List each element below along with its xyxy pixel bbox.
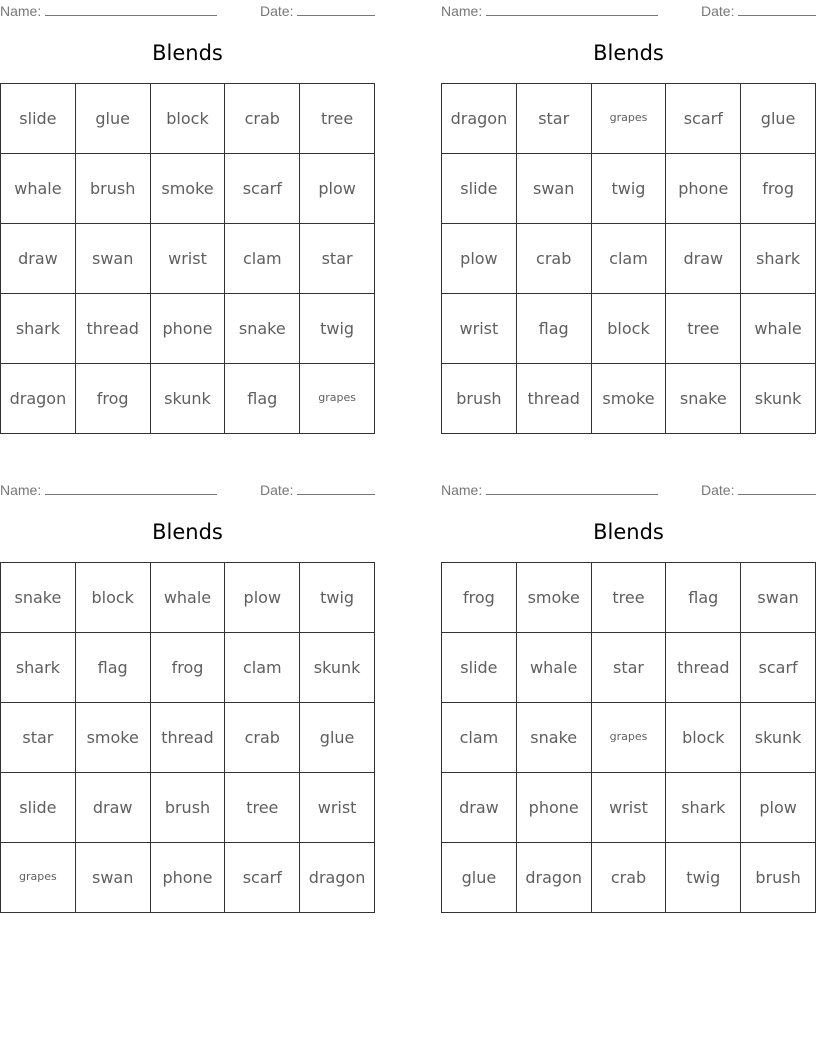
grid-cell: glue <box>300 703 375 773</box>
date-label: Date: <box>260 482 294 498</box>
grid-cell: clam <box>225 633 300 703</box>
grid-cell: snake <box>1 563 76 633</box>
grid-cell: grapes <box>1 843 76 913</box>
grid-cell: clam <box>592 224 667 294</box>
grid-cell: glue <box>741 84 816 154</box>
name-field <box>0 3 217 19</box>
name-line <box>45 482 217 495</box>
word-grid <box>0 83 375 434</box>
grid-cell: glue <box>76 84 151 154</box>
name-line <box>486 482 658 495</box>
grid-cell: wrist <box>151 224 226 294</box>
name-field <box>441 3 658 19</box>
grid-cell: whale <box>1 154 76 224</box>
grid-cell: phone <box>517 773 592 843</box>
bingo-card-1 <box>0 0 375 440</box>
grid-cell: swan <box>76 843 151 913</box>
grid-cell: skunk <box>741 364 816 434</box>
grid-cell: scarf <box>225 843 300 913</box>
header-fields <box>0 482 375 500</box>
date-field <box>701 3 816 19</box>
name-label: Name: <box>441 3 483 19</box>
date-line <box>297 3 375 16</box>
card-title: Blends <box>152 41 223 65</box>
card-title: Blends <box>593 41 664 65</box>
grid-cell: brush <box>442 364 517 434</box>
grid-cell: snake <box>517 703 592 773</box>
grid-cell: snake <box>666 364 741 434</box>
grid-cell: slide <box>1 84 76 154</box>
grid-cell: plow <box>225 563 300 633</box>
grid-cell: shark <box>666 773 741 843</box>
grid-cell: draw <box>442 773 517 843</box>
grid-cell: brush <box>151 773 226 843</box>
bingo-card-3 <box>0 479 375 919</box>
grid-cell: flag <box>517 294 592 364</box>
grid-cell: thread <box>76 294 151 364</box>
grid-cell: brush <box>741 843 816 913</box>
grid-cell: block <box>666 703 741 773</box>
grid-cell: tree <box>592 563 667 633</box>
grid-cell: grapes <box>300 364 375 434</box>
grid-cell: plow <box>300 154 375 224</box>
grid-cell: slide <box>1 773 76 843</box>
bingo-card-4 <box>441 479 816 919</box>
grid-cell: phone <box>666 154 741 224</box>
header-fields <box>441 482 816 500</box>
grid-cell: wrist <box>300 773 375 843</box>
name-label: Name: <box>441 482 483 498</box>
grid-cell: twig <box>592 154 667 224</box>
grid-cell: flag <box>666 563 741 633</box>
word-grid <box>441 83 816 434</box>
word-grid <box>0 562 375 913</box>
grid-cell: tree <box>225 773 300 843</box>
grid-cell: grapes <box>592 84 667 154</box>
name-field <box>0 482 217 498</box>
date-field <box>701 482 816 498</box>
grid-cell: slide <box>442 154 517 224</box>
grid-cell: scarf <box>741 633 816 703</box>
grid-cell: block <box>151 84 226 154</box>
grid-cell: dragon <box>442 84 517 154</box>
header-fields <box>0 3 375 21</box>
grid-cell: wrist <box>592 773 667 843</box>
grid-cell: crab <box>225 703 300 773</box>
grid-cell: smoke <box>151 154 226 224</box>
card-title: Blends <box>593 520 664 544</box>
grid-cell: block <box>76 563 151 633</box>
grid-cell: whale <box>517 633 592 703</box>
grid-cell: frog <box>76 364 151 434</box>
date-line <box>297 482 375 495</box>
grid-cell: crab <box>225 84 300 154</box>
grid-cell: crab <box>517 224 592 294</box>
grid-cell: scarf <box>225 154 300 224</box>
grid-cell: plow <box>442 224 517 294</box>
grid-cell: skunk <box>741 703 816 773</box>
grid-cell: swan <box>76 224 151 294</box>
grid-cell: shark <box>741 224 816 294</box>
grid-cell: thread <box>666 633 741 703</box>
grid-cell: shark <box>1 633 76 703</box>
grid-cell: frog <box>442 563 517 633</box>
grid-cell: slide <box>442 633 517 703</box>
grid-cell: flag <box>225 364 300 434</box>
grid-cell: skunk <box>300 633 375 703</box>
name-line <box>486 3 658 16</box>
grid-cell: smoke <box>76 703 151 773</box>
grid-cell: twig <box>300 563 375 633</box>
grid-cell: flag <box>76 633 151 703</box>
grid-cell: clam <box>225 224 300 294</box>
grid-cell: phone <box>151 294 226 364</box>
grid-cell: dragon <box>300 843 375 913</box>
grid-cell: star <box>300 224 375 294</box>
grid-cell: brush <box>76 154 151 224</box>
name-label: Name: <box>0 3 42 19</box>
grid-cell: shark <box>1 294 76 364</box>
grid-cell: whale <box>151 563 226 633</box>
grid-cell: smoke <box>592 364 667 434</box>
date-label: Date: <box>260 3 294 19</box>
grid-cell: star <box>517 84 592 154</box>
grid-cell: star <box>592 633 667 703</box>
grid-cell: twig <box>666 843 741 913</box>
date-field <box>260 3 375 19</box>
grid-cell: grapes <box>592 703 667 773</box>
grid-cell: wrist <box>442 294 517 364</box>
grid-cell: twig <box>300 294 375 364</box>
grid-cell: swan <box>741 563 816 633</box>
grid-cell: smoke <box>517 563 592 633</box>
grid-cell: frog <box>151 633 226 703</box>
grid-cell: scarf <box>666 84 741 154</box>
grid-cell: snake <box>225 294 300 364</box>
grid-cell: phone <box>151 843 226 913</box>
bingo-card-2 <box>441 0 816 440</box>
grid-cell: block <box>592 294 667 364</box>
grid-cell: whale <box>741 294 816 364</box>
grid-cell: thread <box>517 364 592 434</box>
grid-cell: tree <box>300 84 375 154</box>
grid-cell: clam <box>442 703 517 773</box>
date-line <box>738 3 816 16</box>
grid-cell: star <box>1 703 76 773</box>
grid-cell: frog <box>741 154 816 224</box>
grid-cell: draw <box>1 224 76 294</box>
grid-cell: glue <box>442 843 517 913</box>
card-title: Blends <box>152 520 223 544</box>
grid-cell: thread <box>151 703 226 773</box>
header-fields <box>441 3 816 21</box>
name-line <box>45 3 217 16</box>
grid-cell: dragon <box>517 843 592 913</box>
grid-cell: dragon <box>1 364 76 434</box>
grid-cell: crab <box>592 843 667 913</box>
grid-cell: draw <box>666 224 741 294</box>
grid-cell: plow <box>741 773 816 843</box>
name-label: Name: <box>0 482 42 498</box>
date-line <box>738 482 816 495</box>
date-label: Date: <box>701 482 735 498</box>
date-label: Date: <box>701 3 735 19</box>
grid-cell: swan <box>517 154 592 224</box>
name-field <box>441 482 658 498</box>
grid-cell: draw <box>76 773 151 843</box>
date-field <box>260 482 375 498</box>
grid-cell: tree <box>666 294 741 364</box>
grid-cell: skunk <box>151 364 226 434</box>
word-grid <box>441 562 816 913</box>
